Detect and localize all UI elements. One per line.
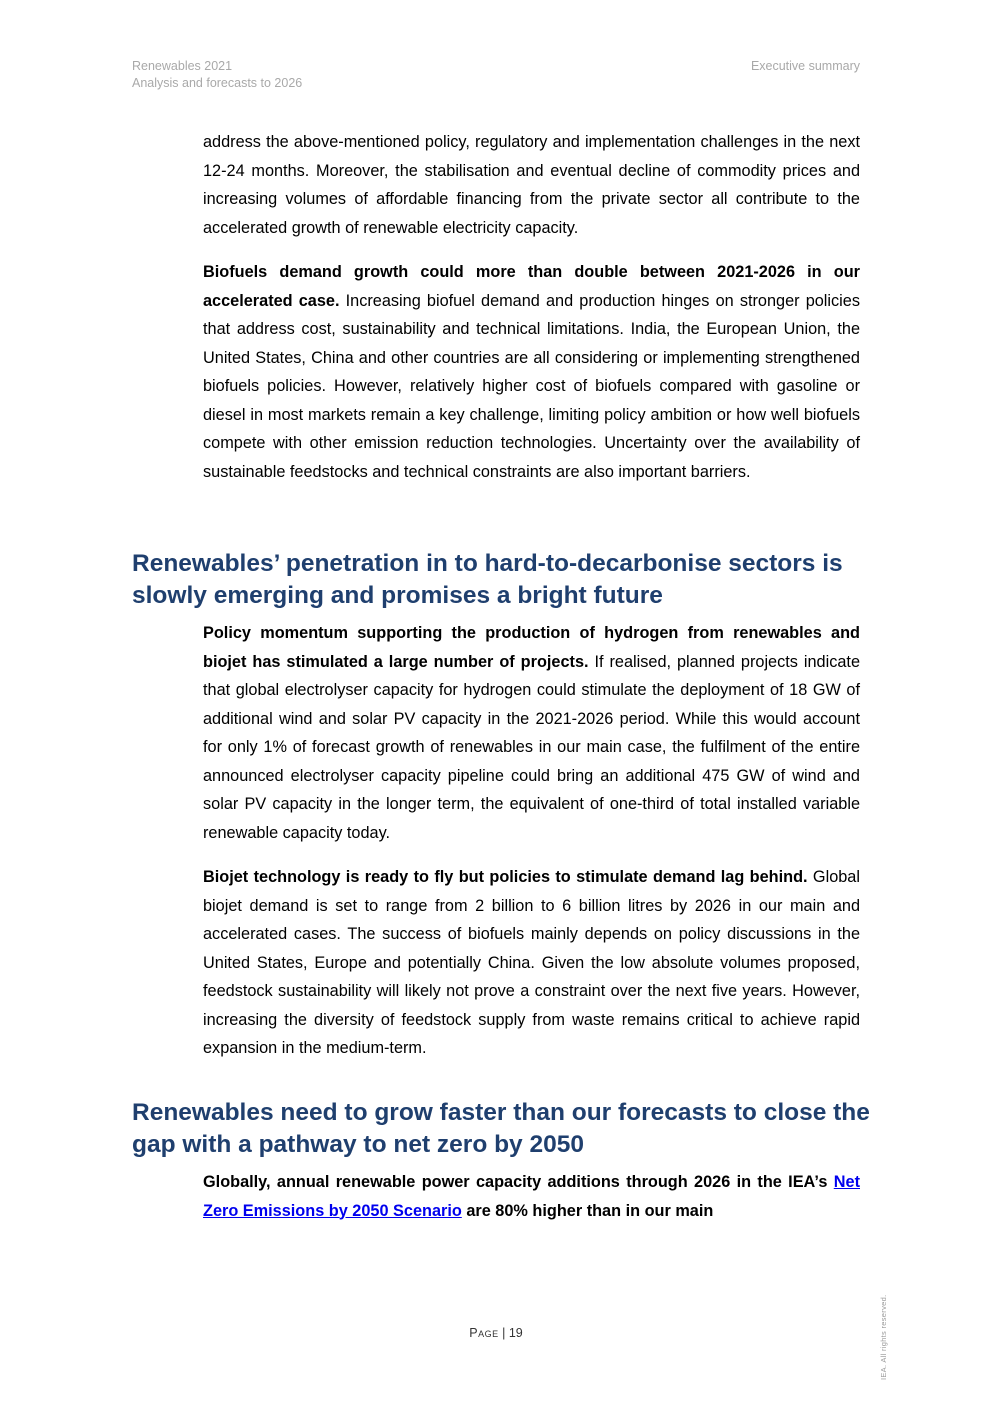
paragraph-5-lead-b: are 80% higher than in our main xyxy=(461,1201,714,1220)
page-number: 19 xyxy=(508,1326,523,1340)
paragraph-3-text: If realised, planned projects indicate that global electrolyser capacity for hydrogen could stimulate the deployment of 18 GW of additional wind and solar PV capacity in the 2021-2026 period. While this would account for only 1% of forecast growth of renewables in our main case, the fulfilment of the entire announced electrolyser capacity pipeline could bring an additional 475 GW of wind and solar PV capacity in the longer term, the equivalent of one-third of total installed variable renewable capacity today. xyxy=(203,652,860,842)
heading-net-zero-gap: Renewables need to grow faster than our forecasts to close the gap with a pathway to net zero by 2050 xyxy=(132,1099,870,1158)
paragraph-4-block xyxy=(203,863,860,1063)
paragraph-1-block xyxy=(203,128,860,242)
page-label: Page xyxy=(469,1326,499,1340)
rights-notice: IEA. All rights reserved. xyxy=(879,1294,888,1380)
page-footer xyxy=(0,1326,992,1340)
paragraph-2 xyxy=(203,258,860,486)
paragraph-2-block xyxy=(203,258,860,486)
header-left xyxy=(132,58,302,92)
paragraph-3-lead: Policy momentum supporting the production of hydrogen from renewables and biojet has stimulated a large number of projects. xyxy=(203,624,860,671)
paragraph-4 xyxy=(203,863,860,1063)
net-zero-scenario-link[interactable]: Net Zero Emissions by 2050 Scenario xyxy=(203,1173,860,1220)
paragraph-5-block xyxy=(203,1168,860,1225)
page-separator: | xyxy=(498,1326,509,1340)
report-subtitle: Analysis and forecasts to 2026 xyxy=(132,76,303,90)
paragraph-2-lead: Biofuels demand growth could more than double between 2021-2026 in our accelerated case. xyxy=(203,263,860,310)
paragraph-4-lead: Biojet technology is ready to fly but policies to stimulate demand lag behind. xyxy=(203,868,808,886)
paragraph-4-text: Global biojet demand is set to range from 2 billion to 6 billion litres by 2026 in our main and accelerated cases. The success of biofuels mainly depends on policy discussions in the United States, Europe and potentially China. Given the low absolute volumes proposed, feedstock sustainability will likely not prove a constraint over the next five years. However, increasing the diversity of feedstock supply from waste remains critical to achieve rapid expansion in the medium-term. xyxy=(203,868,860,1057)
paragraph-5 xyxy=(203,1168,860,1225)
paragraph-1: address the above-mentioned policy, regulatory and implementation challenges in the next 12-24 months. Moreover, the stabilisation and eventual decline of commodity prices and increasing volumes of affordable financing from the private sector all contribute to the accelerated growth of renewable electricity capacity. xyxy=(203,133,860,237)
paragraph-3-block xyxy=(203,619,860,847)
paragraph-2-text: Increasing biofuel demand and production hinges on stronger policies that address cost, sustainability and technical limitations. India, the European Union, the United States, China and other countries are all considering or implementing strengthened biofuels policies. However, relatively higher cost of biofuels compared with gasoline or diesel in most markets remain a key challenge, limiting policy ambition or how well biofuels compete with other emission reduction technologies. Uncertainty over the availability of sustainable feedstocks and technical constraints are also important barriers. xyxy=(203,291,860,481)
section-title: Executive summary xyxy=(750,59,860,73)
heading-hard-to-decarbonise: Renewables’ penetration in to hard-to-decarbonise sectors is slowly emerging and promises a bright future xyxy=(132,550,843,609)
report-title: Renewables 2021 xyxy=(132,59,233,73)
paragraph-5-lead-a: Globally, annual renewable power capacity additions through 2026 in the IEA’s xyxy=(203,1173,834,1191)
paragraph-3 xyxy=(203,619,860,847)
